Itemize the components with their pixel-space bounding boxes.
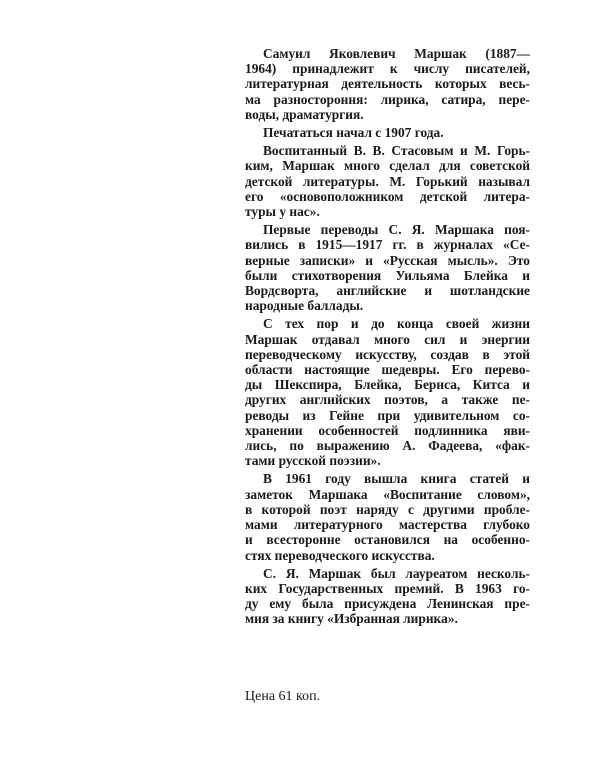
text-line: лись, по выражению А. Фадеева, «фак- (245, 438, 530, 454)
paragraph-book-1961 (245, 471, 530, 562)
text-line: переводческому искусству, создав в этой (245, 346, 530, 362)
annotation-text (245, 46, 530, 630)
text-line: В 1961 году вышла книга статей и (263, 471, 530, 487)
price-label: Цена 61 коп. (245, 689, 321, 704)
text-line: С. Я. Маршак был лауреатом несколь- (263, 565, 530, 581)
paragraph-first-translations (245, 222, 530, 313)
text-line: хранении особенностей подлинника яви- (245, 422, 530, 438)
text-line: Первые переводы С. Я. Маршака поя- (263, 222, 530, 238)
text-line: Печататься начал с 1907 года. (263, 125, 444, 141)
text-line: реводы из Гейне при удивительном со- (245, 407, 530, 423)
text-line: ким, Маршак много сделал для советской (245, 158, 530, 174)
text-line: и всесторонне остановился на особенно- (245, 532, 530, 548)
text-line: тами русской поэзии». (245, 453, 381, 469)
text-line: ких Государственных премий. В 1963 го- (245, 580, 530, 596)
text-line: С тех пор и до конца своей жизни (263, 316, 530, 332)
text-line: были стихотворения Уильяма Блейка и (245, 267, 530, 283)
text-line: Маршак отдавал много сил и энергии (245, 331, 530, 347)
text-line: мами литературного мастерства глубоко (245, 517, 530, 533)
text-line: Воспитанный В. В. Стасовым и М. Горь- (263, 143, 530, 159)
text-line: верные записки» и «Русская мысль». Это (245, 252, 530, 268)
paragraph-translation-art (245, 316, 530, 468)
text-line: ма разностороння: лирика, сатира, пере- (245, 91, 530, 107)
text-line: заметок Маршака «Воспитание словом», (245, 486, 530, 502)
text-line: области настоящие шедевры. Его перево- (245, 362, 530, 378)
text-line: стях переводческого искусства. (245, 547, 435, 563)
paragraph-biography (245, 46, 530, 122)
text-line: 1964) принадлежит к числу писателей, (245, 61, 530, 77)
text-line: туры у нас». (245, 204, 320, 220)
text-line: Вордсворта, английские и шотландские (245, 283, 530, 299)
paragraph-awards (245, 566, 530, 627)
text-line: литературная деятельность которых весь- (245, 76, 530, 92)
text-line: других английских поэтов, а также пе- (245, 392, 530, 408)
text-line: детской литературы. М. Горький называл (245, 173, 530, 189)
paragraph-first-publication (245, 125, 530, 140)
text-line: в которой поэт наряду с другими пробле- (245, 501, 530, 517)
text-line: его «основоположником детской литера- (245, 188, 530, 204)
text-line: ду ему была присуждена Ленинская пре- (245, 596, 530, 612)
text-line: вились в 1915—1917 гг. в журналах «Се- (245, 237, 530, 253)
text-line: народные баллады. (245, 298, 364, 314)
text-line: ды Шекспира, Блейка, Бернса, Китса и (245, 377, 530, 393)
text-line: Самуил Яковлевич Маршак (1887— (263, 46, 530, 61)
paragraph-children-literature (245, 143, 530, 219)
text-line: воды, драматургия. (245, 106, 364, 122)
text-line: мия за книгу «Избранная лирика». (245, 611, 458, 627)
